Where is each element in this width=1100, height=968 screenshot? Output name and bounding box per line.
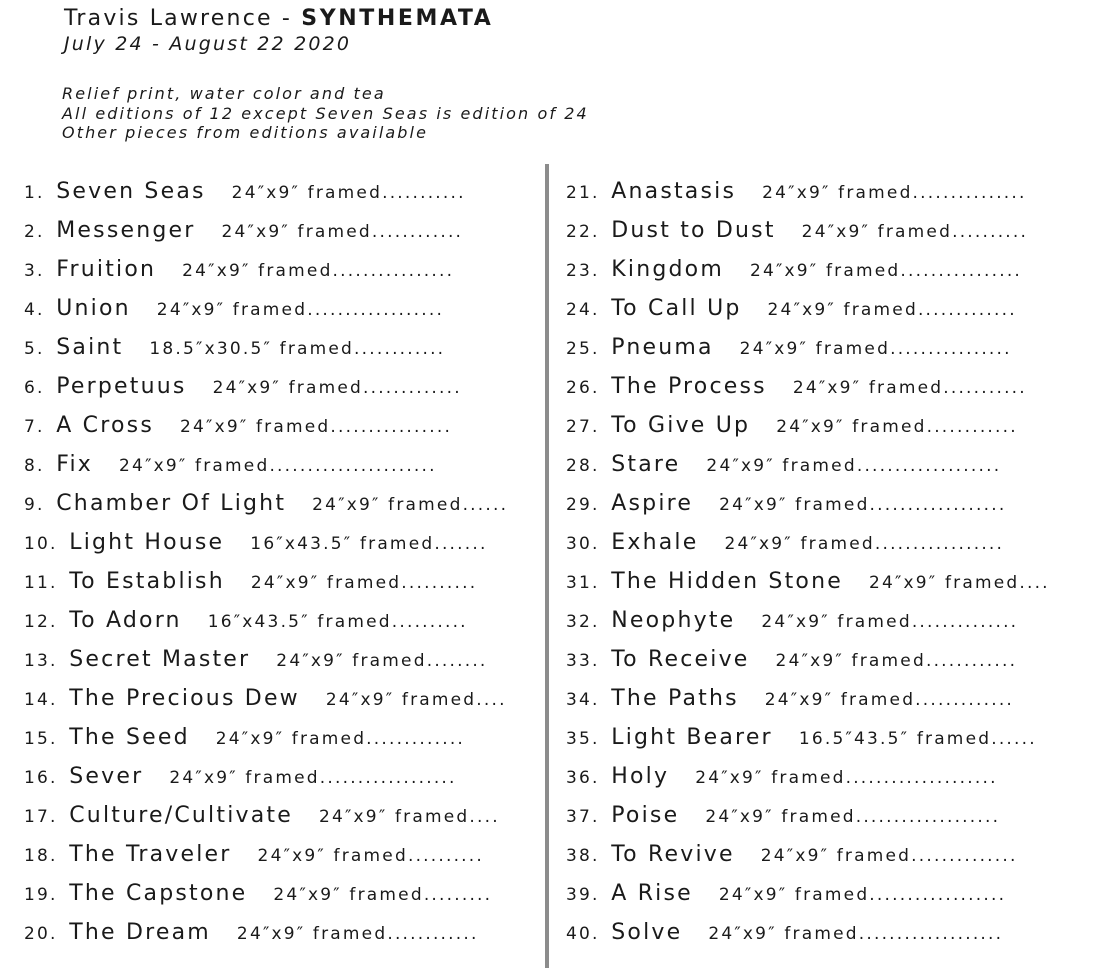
work-title: To Call Up: [611, 296, 742, 321]
works-list-right: [566, 178, 1050, 958]
work-item: [24, 685, 507, 724]
work-size: 24″x9″ framed...................: [706, 456, 1002, 476]
work-title: Light Bearer: [611, 725, 773, 750]
work-title: Secret Master: [69, 647, 251, 672]
work-number: 19.: [24, 885, 58, 905]
work-item: [24, 568, 478, 607]
work-size: 24″x9″ framed......................: [119, 456, 437, 476]
work-number: 20.: [24, 924, 58, 944]
work-size: 18.5″x30.5″ framed............: [149, 339, 446, 359]
work-size: 24″x9″ framed..........: [250, 573, 478, 593]
header: [64, 5, 493, 55]
artist-name: Travis Lawrence -: [64, 6, 302, 31]
work-size: 24″x9″ framed..........: [801, 222, 1029, 242]
work-number: 21.: [566, 183, 600, 203]
work-number: 5.: [24, 339, 45, 359]
work-number: 13.: [24, 651, 58, 671]
work-title: The Paths: [611, 686, 739, 711]
work-number: 28.: [566, 456, 600, 476]
work-title: Saint: [56, 335, 124, 360]
work-number: 35.: [566, 729, 600, 749]
work-size: 24″x9″ framed..............: [761, 612, 1019, 632]
work-title: Culture/Cultivate: [69, 803, 293, 828]
work-number: 14.: [24, 690, 58, 710]
work-item: [24, 490, 509, 529]
work-size: 24″x9″ framed...................: [708, 924, 1004, 944]
work-size: 24″x9″ framed............: [776, 417, 1018, 437]
work-title: To Establish: [69, 569, 225, 594]
work-title: Holy: [611, 764, 670, 789]
work-number: 29.: [566, 495, 600, 515]
work-item: [566, 880, 1022, 919]
work-item: [24, 880, 493, 919]
work-number: 18.: [24, 846, 58, 866]
work-size: 16″x43.5″ framed.......: [250, 534, 488, 554]
work-title: Kingdom: [611, 257, 724, 282]
work-item: [566, 490, 1022, 529]
work-item: [24, 256, 472, 295]
work-title: The Seed: [69, 725, 190, 750]
work-title: To Adorn: [69, 608, 182, 633]
work-item: [566, 529, 1022, 568]
work-title: The Hidden Stone: [611, 569, 843, 594]
work-number: 33.: [566, 651, 600, 671]
work-number: 12.: [24, 612, 58, 632]
note-availability: Other pieces from editions available: [62, 123, 429, 142]
work-size: 24″x9″ framed....................: [695, 768, 998, 788]
work-item: [566, 646, 1022, 685]
work-size: 24″x9″ framed..................: [156, 300, 445, 320]
work-item: [24, 334, 472, 373]
work-number: 39.: [566, 885, 600, 905]
work-size: 24″x9″ framed................: [749, 261, 1023, 281]
work-title: Exhale: [611, 530, 699, 555]
work-number: 10.: [24, 534, 58, 554]
work-item: [566, 802, 1022, 841]
work-item: [566, 217, 1029, 256]
show-name: SYNTHEMATA: [301, 6, 494, 31]
work-title: The Traveler: [69, 842, 232, 867]
work-number: 30.: [566, 534, 600, 554]
work-title: The Capstone: [69, 881, 248, 906]
work-title: Union: [56, 296, 131, 321]
work-item: [566, 256, 1022, 295]
work-title: Neophyte: [611, 608, 736, 633]
work-title: Stare: [611, 452, 681, 477]
work-title: Fix: [56, 452, 94, 477]
work-number: 7.: [24, 417, 45, 437]
work-item: [24, 646, 488, 685]
work-size: 24″x9″ framed............: [236, 924, 479, 944]
work-size: 24″x9″ framed.............: [767, 300, 1017, 320]
page-title: [64, 5, 493, 33]
work-number: 8.: [24, 456, 45, 476]
work-number: 26.: [566, 378, 600, 398]
work-title: Aspire: [611, 491, 694, 516]
work-number: 6.: [24, 378, 45, 398]
work-number: 24.: [566, 300, 600, 320]
work-number: 16.: [24, 768, 58, 788]
work-size: 24″x9″ framed...................: [705, 807, 1001, 827]
work-size: 24″x9″ framed.................: [724, 534, 1005, 554]
work-item: [24, 295, 472, 334]
work-size: 24″x9″ framed................: [739, 339, 1012, 359]
work-size: 24″x9″ framed.............: [764, 690, 1015, 710]
column-divider: [545, 164, 549, 968]
work-title: Solve: [611, 920, 683, 945]
work-size: 24″x9″ framed............: [775, 651, 1018, 671]
work-item: [24, 763, 472, 802]
work-title: To Receive: [611, 647, 750, 672]
work-size: 24″x9″ framed................: [182, 261, 455, 281]
work-number: 23.: [566, 261, 600, 281]
work-size: 24″x9″ framed..............: [760, 846, 1018, 866]
work-title: Poise: [611, 803, 680, 828]
work-size: 24″x9″ framed....: [868, 573, 1050, 593]
work-title: Pneuma: [611, 335, 714, 360]
work-title: Chamber Of Light: [56, 491, 287, 516]
work-number: 40.: [566, 924, 600, 944]
work-title: To Give Up: [611, 413, 751, 438]
work-size: 24″x9″ framed..................: [719, 495, 1007, 515]
work-number: 34.: [566, 690, 600, 710]
note-editions: All editions of 12 except Seven Seas is edition of 24: [62, 103, 589, 123]
work-title: To Revive: [611, 842, 735, 867]
work-item: [566, 685, 1022, 724]
work-title: Sever: [69, 764, 144, 789]
work-number: 15.: [24, 729, 58, 749]
work-title: A Cross: [56, 413, 154, 438]
note-medium: Relief print, water color and tea: [62, 84, 386, 103]
work-item: [566, 178, 1027, 217]
work-number: 1.: [24, 183, 45, 203]
work-title: Dust to Dust: [611, 218, 776, 243]
work-item: [24, 607, 472, 646]
work-item: [24, 451, 472, 490]
work-item: [24, 529, 488, 568]
work-size: 24″x9″ framed.............: [212, 378, 462, 398]
work-title: A Rise: [611, 881, 693, 906]
work-size: 24″x9″ framed................: [179, 417, 453, 437]
work-item: [566, 412, 1022, 451]
work-number: 2.: [24, 222, 45, 242]
work-size: 16.5″43.5″ framed......: [798, 729, 1037, 749]
work-number: 27.: [566, 417, 600, 437]
work-title: Light House: [69, 530, 225, 555]
work-number: 37.: [566, 807, 600, 827]
work-number: 9.: [24, 495, 45, 515]
work-size: 24″x9″ framed...............: [762, 183, 1027, 203]
work-size: 24″x9″ framed..........: [257, 846, 484, 866]
works-list-left: [24, 178, 509, 958]
work-item: [24, 217, 472, 256]
work-title: The Precious Dew: [69, 686, 300, 711]
work-item: [566, 373, 1027, 412]
work-size: 24″x9″ framed......: [312, 495, 509, 515]
work-size: 24″x9″ framed..................: [718, 885, 1007, 905]
work-number: 11.: [24, 573, 58, 593]
exhibition-dates: July 24 - August 22 2020: [64, 33, 352, 55]
work-item: [566, 607, 1022, 646]
work-item: [24, 919, 479, 958]
work-number: 3.: [24, 261, 45, 281]
work-title: Anastasis: [611, 179, 737, 204]
work-number: 25.: [566, 339, 600, 359]
work-number: 22.: [566, 222, 600, 242]
work-item: [566, 334, 1022, 373]
work-title: Fruition: [56, 257, 157, 282]
work-item: [24, 412, 472, 451]
work-item: [566, 451, 1022, 490]
work-item: [566, 841, 1022, 880]
work-number: 38.: [566, 846, 600, 866]
edition-notes: [62, 84, 589, 143]
work-title: The Process: [611, 374, 767, 399]
work-title: Perpetuus: [56, 374, 187, 399]
work-item: [566, 763, 1022, 802]
work-item: [24, 802, 500, 841]
work-item: [24, 373, 472, 412]
work-size: 24″x9″ framed............: [221, 222, 464, 242]
work-item: [566, 568, 1050, 607]
work-size: 24″x9″ framed...........: [792, 378, 1027, 398]
work-title: Messenger: [56, 218, 196, 243]
work-size: 24″x9″ framed........: [276, 651, 488, 671]
work-number: 32.: [566, 612, 600, 632]
work-item: [24, 841, 484, 880]
work-size: 24″x9″ framed....: [325, 690, 507, 710]
work-item: [24, 178, 472, 217]
work-size: 24″x9″ framed.............: [215, 729, 466, 749]
work-size: 24″x9″ framed...........: [231, 183, 466, 203]
work-item: [566, 919, 1022, 958]
work-number: 4.: [24, 300, 45, 320]
work-size: 24″x9″ framed.........: [273, 885, 493, 905]
work-number: 36.: [566, 768, 600, 788]
work-number: 31.: [566, 573, 600, 593]
work-item: [566, 724, 1037, 763]
work-size: 24″x9″ framed....: [318, 807, 500, 827]
work-item: [566, 295, 1022, 334]
work-title: Seven Seas: [56, 179, 206, 204]
work-title: The Dream: [69, 920, 211, 945]
work-number: 17.: [24, 807, 58, 827]
work-size: 16″x43.5″ framed..........: [207, 612, 468, 632]
work-size: 24″x9″ framed..................: [169, 768, 457, 788]
work-item: [24, 724, 472, 763]
